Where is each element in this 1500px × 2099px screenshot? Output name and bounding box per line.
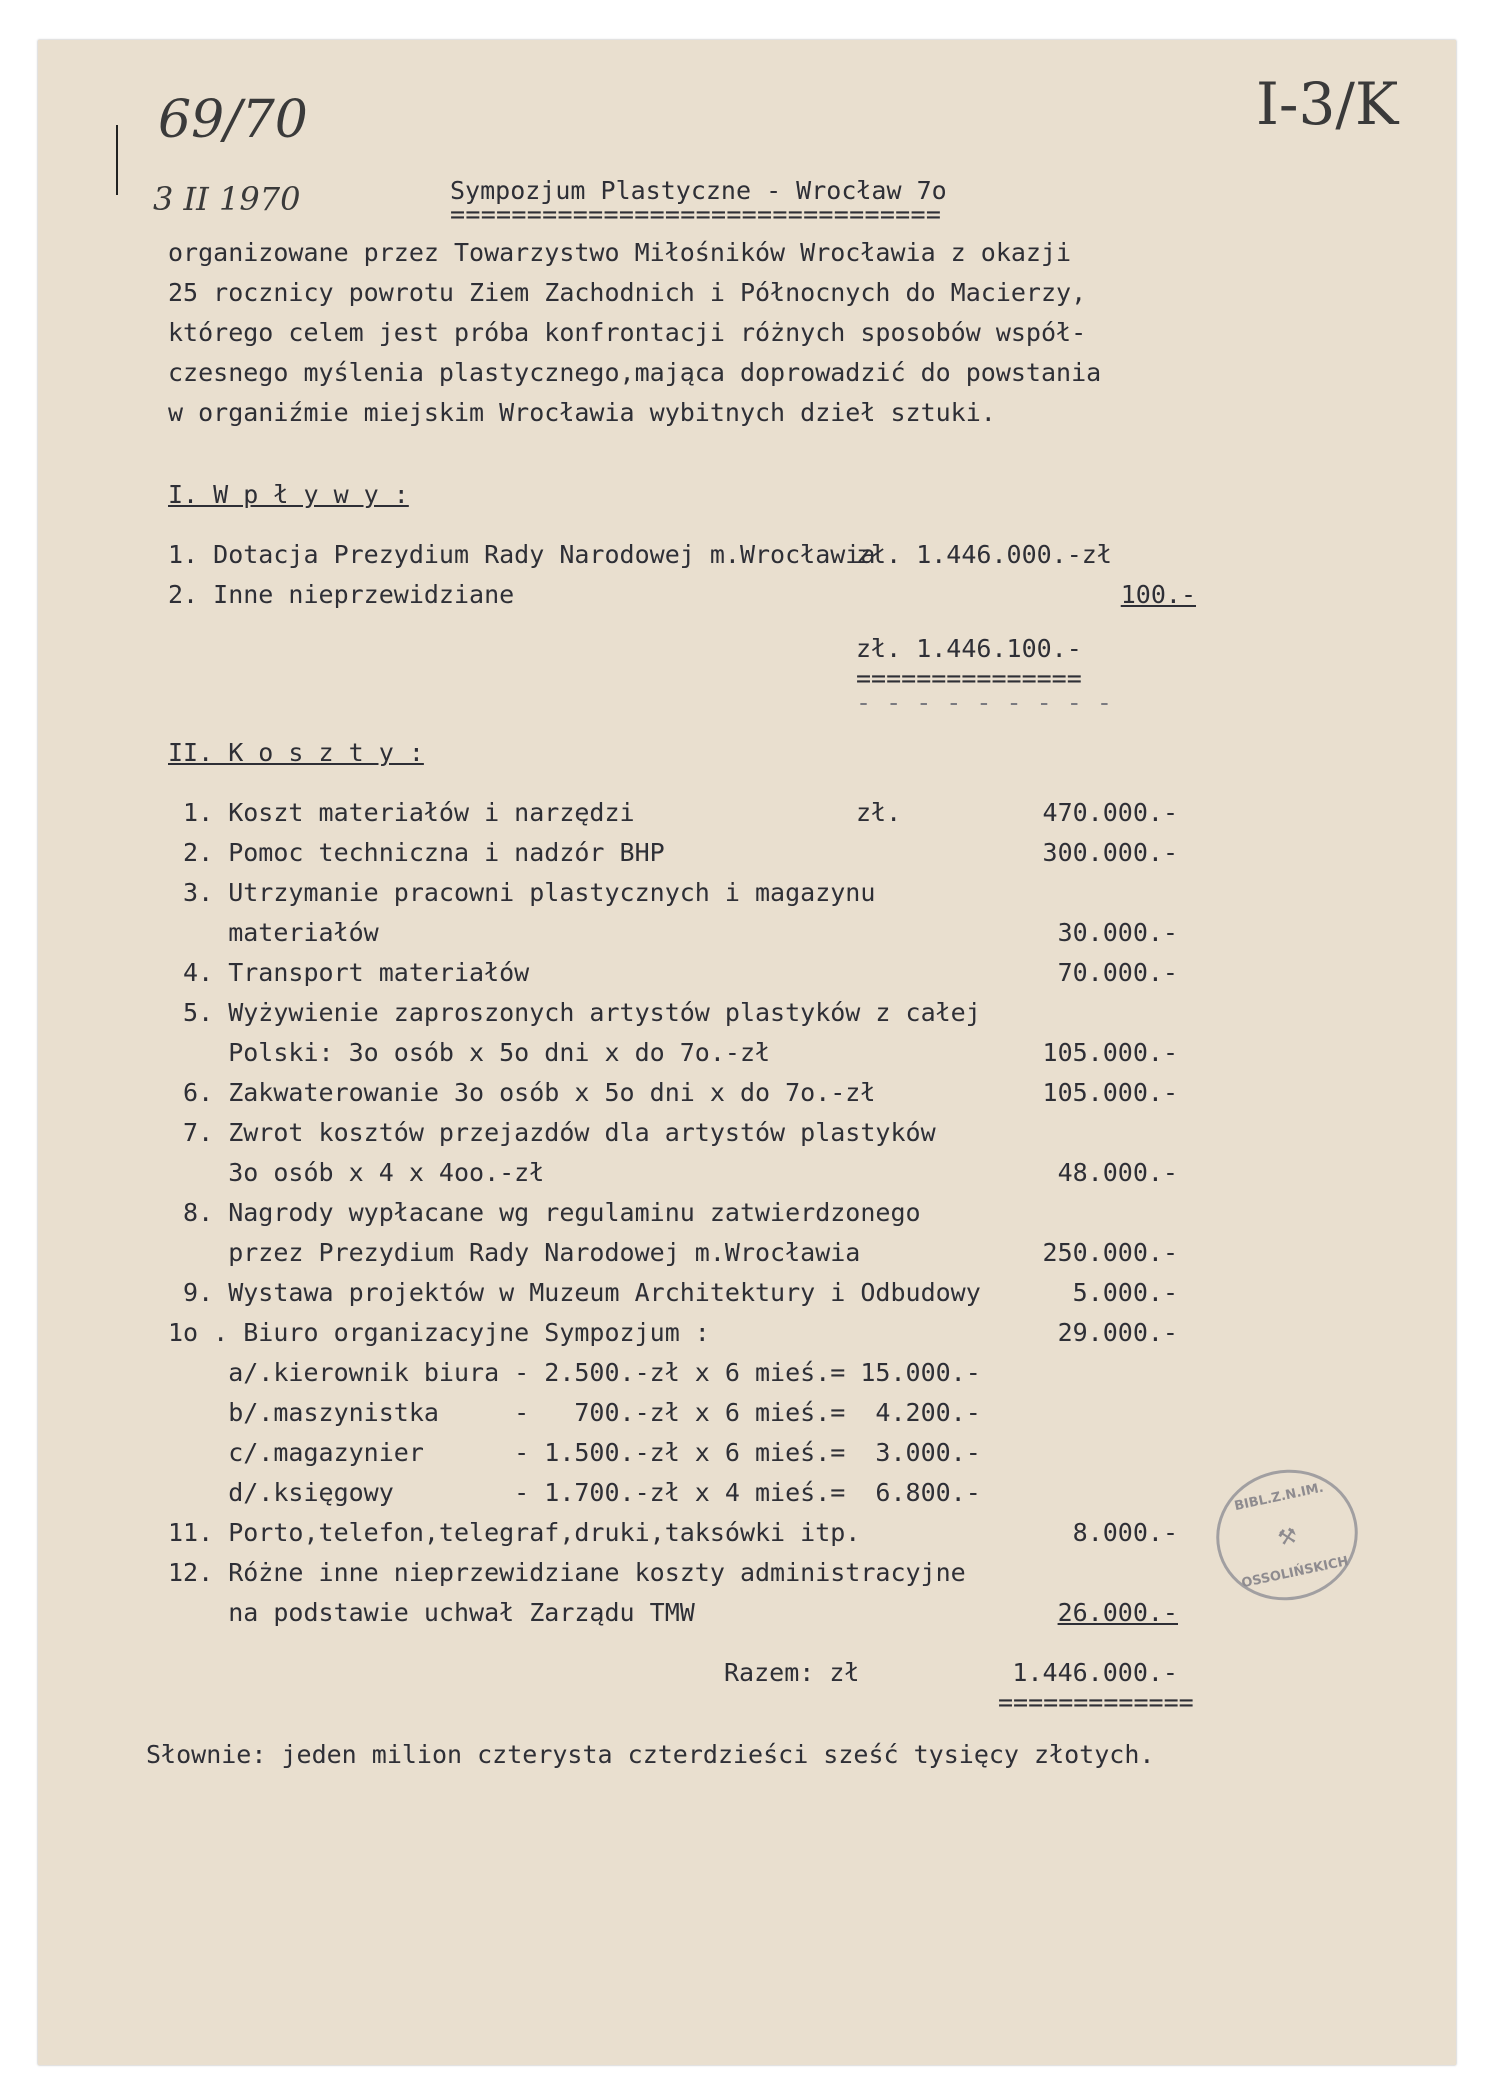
cost-amount: 8.000.-	[1072, 1518, 1178, 1547]
income-item: 1. Dotacja Prezydium Rady Narodowej m.Wrocławia	[168, 540, 876, 569]
costs-total: 1.446.000.-	[1012, 1658, 1178, 1687]
income-item-amount: zł. 1.446.000.-zł	[856, 540, 1112, 569]
cost-line: 6. Zakwaterowanie 3o osób x 5o dni x do 7o.-zł	[168, 1078, 876, 1107]
cost-line: Polski: 3o osób x 5o dni x do 7o.-zł	[168, 1038, 771, 1067]
cost-amount: 105.000.-	[1042, 1038, 1178, 1067]
income-total-rule: ===============	[856, 664, 1082, 693]
cost-line: 3. Utrzymanie pracowni plastycznych i magazynu	[168, 878, 876, 907]
income-total: zł. 1.446.100.-	[856, 634, 1082, 663]
intro-line: czesnego myślenia plastycznego,mająca doprowadzić do powstania	[168, 358, 1102, 387]
cost-line: materiałów	[168, 918, 379, 947]
intro-line: którego celem jest próba konfrontacji różnych sposobów współ-	[168, 318, 1087, 347]
office-subitem: a/.kierownik biura - 2.500.-zł x 6 mieś.= 15.000.-	[168, 1358, 981, 1387]
stamp-top-text: BIBL.Z.N.IM.	[1233, 1480, 1325, 1515]
library-stamp	[1204, 1457, 1370, 1614]
amount-in-words: Słownie: jeden milion czterysta czterdzieści sześć tysięcy złotych.	[146, 1740, 1155, 1769]
cost-line: 2. Pomoc techniczna i nadzór BHP	[168, 838, 665, 867]
stamp-bottom-text: OSSOLIŃSKICH	[1240, 1553, 1350, 1592]
costs-total-label: Razem: zł	[724, 1658, 860, 1687]
handwritten-number: 69/70	[158, 90, 308, 150]
cost-line: przez Prezydium Rady Narodowej m.Wrocławia	[168, 1238, 861, 1267]
margin-mark	[116, 125, 118, 195]
title-underline: ================================	[450, 200, 942, 229]
cost-amount: 250.000.-	[1042, 1238, 1178, 1267]
intro-line: organizowane przez Towarzystwo Miłośników Wrocławia z okazji	[168, 238, 1072, 267]
cost-line: 4. Transport materiałów	[168, 958, 530, 987]
cost-line: 5. Wyżywienie zaproszonych artystów plastyków z całej	[168, 998, 981, 1027]
cost-amount: 30.000.-	[1057, 918, 1178, 947]
cost-line: 1o . Biuro organizacyjne Sympozjum :	[168, 1318, 710, 1347]
intro-line: w organiźmie miejskim Wrocławia wybitnych dzieł sztuki.	[168, 398, 996, 427]
cost-amount: 470.000.-	[1042, 798, 1178, 827]
document-title: Sympozjum Plastyczne - Wrocław 7o	[450, 176, 947, 205]
office-subitem: d/.księgowy - 1.700.-zł x 4 mieś.= 6.800.-	[168, 1478, 981, 1507]
office-subitem: c/.magazynier - 1.500.-zł x 6 mieś.= 3.000.-	[168, 1438, 981, 1467]
cost-line: na podstawie uchwał Zarządu TMW	[168, 1598, 695, 1627]
income-dash-rule: - - - - - - - - -	[856, 688, 1112, 717]
cost-amount: 300.000.-	[1042, 838, 1178, 867]
intro-line: 25 rocznicy powrotu Ziem Zachodnich i Północnych do Macierzy,	[168, 278, 1087, 307]
income-item-amount: 100.-	[1120, 580, 1196, 609]
handwritten-date: 3 II 1970	[153, 180, 301, 218]
cost-amount: 48.000.-	[1057, 1158, 1178, 1187]
stamp-hammer-icon: ⚒	[1274, 1515, 1300, 1554]
cost-line: 9. Wystawa projektów w Muzeum Architektury i Odbudowy	[168, 1278, 981, 1307]
cost-amount: 26.000.-	[1057, 1598, 1178, 1627]
cost-amount: 29.000.-	[1057, 1318, 1178, 1347]
income-item: 2. Inne nieprzewidziane	[168, 580, 515, 609]
cost-line: 7. Zwrot kosztów przejazdów dla artystów plastyków	[168, 1118, 936, 1147]
cost-currency: zł.	[856, 798, 902, 827]
costs-heading: II. K o s z t y :	[168, 738, 424, 767]
cost-amount: 5.000.-	[1072, 1278, 1178, 1307]
cost-line: 11. Porto,telefon,telegraf,druki,taksówki itp.	[168, 1518, 861, 1547]
handwritten-signature: I-3/K	[1256, 70, 1399, 138]
cost-line: 12. Różne inne nieprzewidziane koszty administracyjne	[168, 1558, 966, 1587]
office-subitem: b/.maszynistka - 700.-zł x 6 mieś.= 4.200.-	[168, 1398, 981, 1427]
cost-line: 3o osób x 4 x 4oo.-zł	[168, 1158, 545, 1187]
cost-line: 8. Nagrody wypłacane wg regulaminu zatwierdzonego	[168, 1198, 921, 1227]
income-heading: I. W p ł y w y :	[168, 480, 409, 509]
document-page	[38, 40, 1456, 2065]
cost-amount: 70.000.-	[1057, 958, 1178, 987]
cost-line: 1. Koszt materiałów i narzędzi	[168, 798, 635, 827]
costs-total-rule: =============	[998, 1688, 1194, 1717]
cost-amount: 105.000.-	[1042, 1078, 1178, 1107]
